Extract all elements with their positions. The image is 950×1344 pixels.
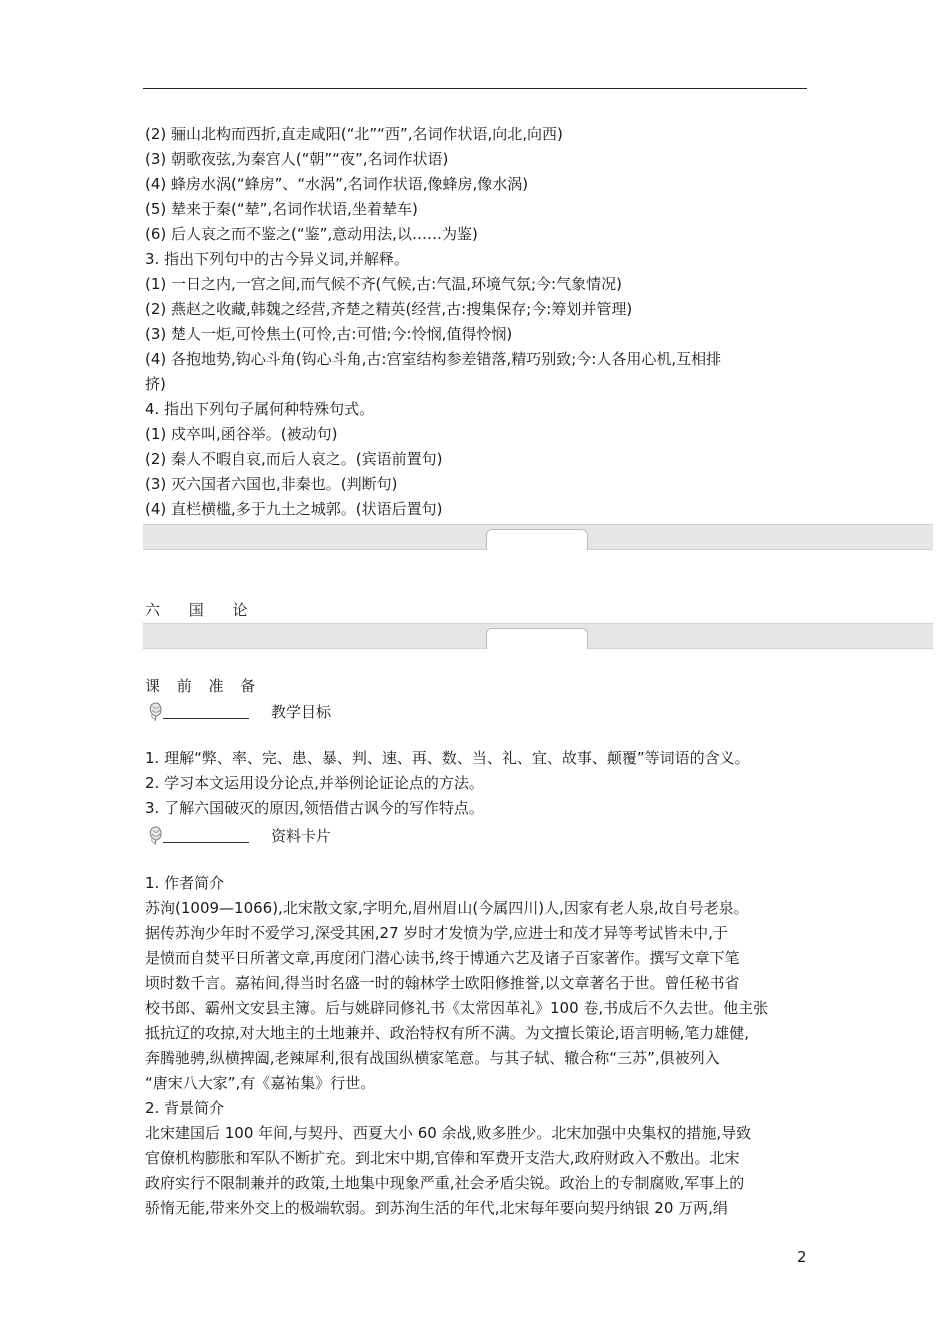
- answer-line: (3) 朝歌夜弦,为秦宫人(“朝”“夜”,名词作状语): [145, 150, 449, 168]
- section-divider-band: [143, 524, 933, 550]
- author-text-line: 校书郎、霸州文安县主簿。后与姚辟同修礼书《太常因革礼》100 卷,书成后不久去世。他主张: [145, 999, 769, 1017]
- heading-underline: [163, 718, 249, 719]
- answer-line: (4) 直栏横槛,多于九土之城郭。(状语后置句): [145, 500, 443, 518]
- section-divider-band: [143, 623, 933, 649]
- background-text-line: 官僚机构膨胀和军队不断扩充。到北宋中期,官俸和军费开支浩大,政府财政入不敷出。北宋: [145, 1149, 740, 1167]
- answer-line: (1) 戍卒叫,函谷举。(被动句): [145, 425, 338, 443]
- author-heading: 1. 作者简介: [145, 874, 225, 892]
- question-heading: 3. 指出下列句中的古今异义词,并解释。: [145, 250, 409, 268]
- background-heading: 2. 背景简介: [145, 1099, 225, 1117]
- answer-line: 挤): [145, 375, 166, 393]
- resources-body: [145, 871, 810, 1221]
- author-text-line: “唐宋八大家”,有《嘉祐集》行世。: [145, 1074, 376, 1092]
- author-text-line: 奔腾驰骋,纵横捭阖,老辣犀利,很有战国纵横家笔意。与其子轼、辙合称“三苏”,俱被列入: [145, 1049, 720, 1067]
- background-text-line: 骄惰无能,带来外交上的极端软弱。到苏洵生活的年代,北宋每年要向契丹纳银 20 万两,绢: [145, 1199, 728, 1217]
- exercise-answers: [145, 122, 810, 522]
- article-title: 六 国 论: [145, 601, 260, 619]
- background-text-line: 北宋建国后 100 年间,与契丹、西夏大小 60 余战,败多胜少。北宋加强中央集权的措施,导致: [145, 1124, 752, 1142]
- answer-line: (1) 一日之内,一宫之间,而气候不齐(气候,古:气温,环境气氛;今:气象情况): [145, 275, 622, 293]
- heading-underline: [163, 842, 249, 843]
- answer-line: (4) 各抱地势,钩心斗角(钩心斗角,古:宫室结构参差错落,精巧别致;今:人各用心机,互相排: [145, 350, 722, 368]
- objectives-list: [145, 746, 810, 821]
- objective-item: 1. 理解“弊、率、完、患、暴、判、速、再、数、当、礼、宜、故事、颠覆”等词语的含义。: [145, 749, 750, 767]
- answer-line: (2) 燕赵之收藏,韩魏之经营,齐楚之精英(经营,古:搜集保存;今:筹划并管理): [145, 300, 633, 318]
- author-text-line: 是愤而自焚平日所著文章,再度闭门潜心读书,终于博通六艺及诸子百家著作。撰写文章下笔: [145, 949, 740, 967]
- question-heading: 4. 指出下列句子属何种特殊句式。: [145, 400, 375, 418]
- objectives-label: 教学目标: [271, 703, 332, 721]
- objective-item: 2. 学习本文运用设分论点,并举例论证论点的方法。: [145, 774, 484, 792]
- top-rule: [143, 88, 807, 89]
- author-text-line: 顷时数千言。嘉祐间,得当时名盛一时的翰林学士欧阳修推誉,以文章著名于世。曾任秘书省: [145, 974, 740, 992]
- resources-label: 资料卡片: [271, 827, 332, 845]
- answer-line: (4) 蜂房水涡(“蜂房”、“水涡”,名词作状语,像蜂房,像水涡): [145, 175, 529, 193]
- author-text-line: 抵抗辽的攻掠,对大地主的土地兼并、政治特权有所不满。为文擅长策论,语言明畅,笔力雄健,: [145, 1024, 750, 1042]
- answer-line: (2) 骊山北构而西折,直走咸阳(“北”“西”,名词作状语,向北,向西): [145, 125, 563, 143]
- answer-line: (3) 楚人一炬,可怜焦土(可怜,古:可惜;今:怜悯,值得怜悯): [145, 325, 513, 343]
- page-number: 2: [797, 1248, 807, 1266]
- author-text-line: 苏洵(1009—1066),北宋散文家,字明允,眉州眉山(今属四川)人,因家有老人泉,故自号老泉。: [145, 899, 749, 917]
- answer-line: (2) 秦人不暇自哀,而后人哀之。(宾语前置句): [145, 450, 443, 468]
- section-heading: 课 前 准 备: [145, 677, 262, 695]
- background-text-line: 政府实行不限制兼并的政策,土地集中现象严重,社会矛盾尖锐。政治上的专制腐败,军事上的: [145, 1174, 745, 1192]
- objective-item: 3. 了解六国破灭的原因,领悟借古讽今的写作特点。: [145, 799, 484, 817]
- divider-tab: [486, 529, 588, 550]
- answer-line: (6) 后人哀之而不鉴之(“鉴”,意动用法,以……为鉴): [145, 225, 478, 243]
- answer-line: (3) 灭六国者六国也,非秦也。(判断句): [145, 475, 398, 493]
- author-text-line: 据传苏洵少年时不爱学习,深受其困,27 岁时才发愤为学,应进士和茂才异等考试皆未中,于: [145, 924, 728, 942]
- answer-line: (5) 辇来于秦(“辇”,名词作状语,坐着辇车): [145, 200, 418, 218]
- divider-tab: [486, 628, 588, 649]
